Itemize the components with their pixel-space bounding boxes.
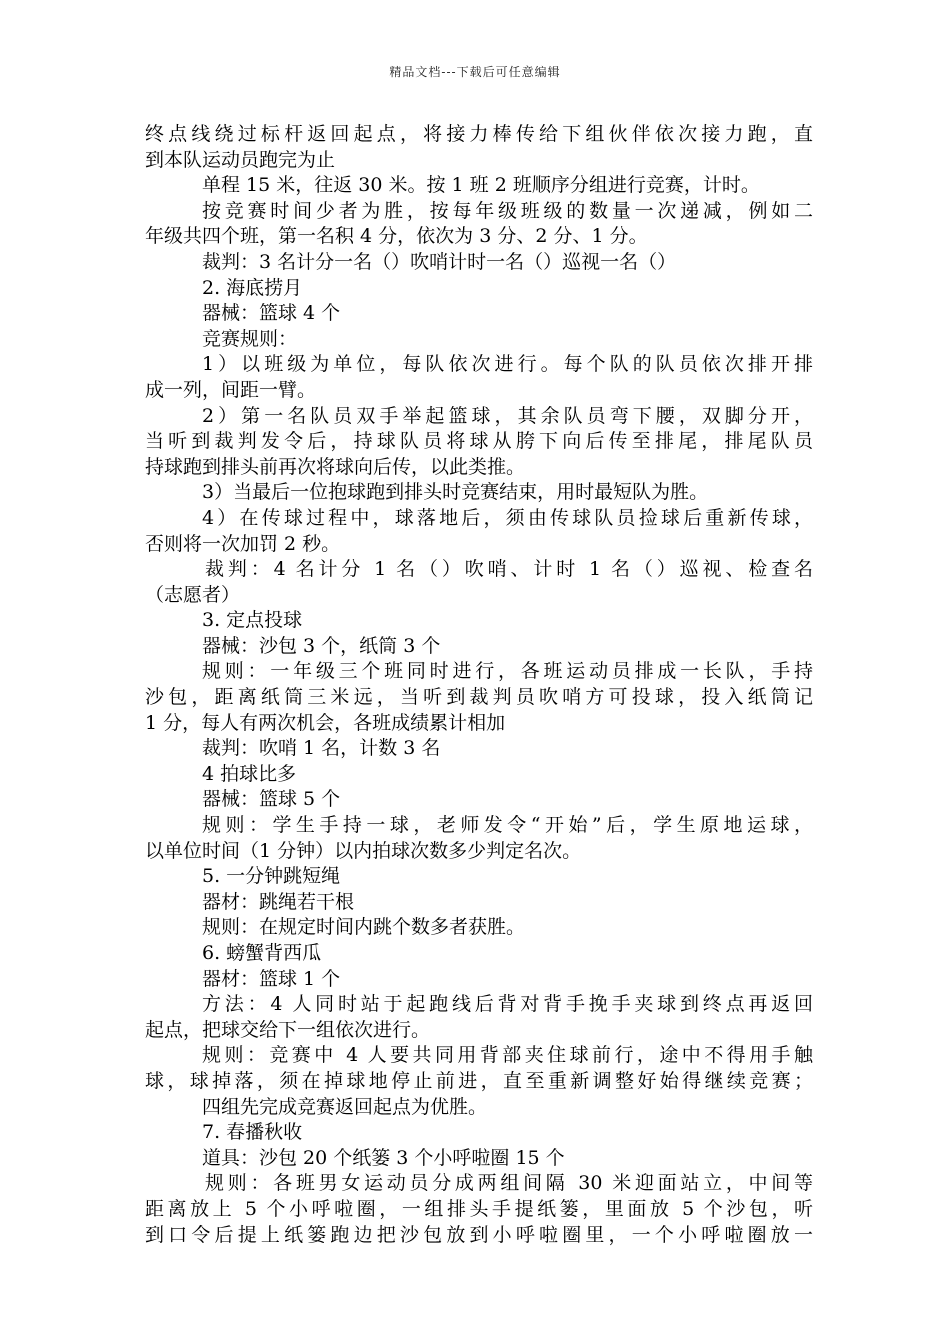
text-line: 3. 定点投球 — [202, 609, 303, 632]
text-line: 7. 春播秋收 — [202, 1121, 303, 1144]
text-line: 否则将一次加罚 2 秒。 — [145, 532, 341, 555]
text-line: 2. 海底捞月 — [202, 276, 303, 299]
text-line: 器材：跳绳若干根 — [202, 890, 355, 913]
text-line: 规则：竞赛中 4 人要共同用背部夹住球前行，途中不得用手触 — [202, 1044, 813, 1067]
text-line: 四组先完成竞赛返回起点为优胜。 — [202, 1095, 488, 1118]
text-line: 规则：一年级三个班同时进行，各班运动员排成一长队，手持 — [202, 660, 813, 683]
text-line: 裁判：吹哨 1 名，计数 3 名 — [202, 737, 441, 760]
text-line: 4）在传球过程中，球落地后，须由传球队员捡球后重新传球， — [202, 506, 813, 529]
text-line: 3）当最后一位抱球跑到排头时竞赛结束，用时最短队为胜。 — [202, 481, 709, 504]
text-line: （志愿者） — [145, 583, 241, 606]
text-line: 裁判：4 名计分 1 名（）吹哨、计时 1 名（）巡视、检查名 — [205, 558, 813, 581]
text-line: 当听到裁判发令后，持球队员将球从胯下向后传至排尾，排尾队员 — [145, 430, 813, 453]
text-line: 以单位时间（1 分钟）以内拍球次数多少判定名次。 — [145, 839, 582, 862]
text-line: 持球跑到排头前再次将球向后传，以此类推。 — [145, 455, 526, 478]
text-line: 规则：在规定时间内跳个数多者获胜。 — [202, 916, 526, 939]
page-header: 精品文档---下载后可任意编辑 — [389, 65, 561, 79]
text-line: 器械：沙包 3 个，纸筒 3 个 — [202, 634, 441, 657]
text-line: 单程 15 米，往返 30 米。按 1 班 2 班顺序分组进行竞赛，计时。 — [202, 174, 760, 197]
text-line: 1）以班级为单位，每队依次进行。每个队的队员依次排开排 — [202, 353, 813, 376]
text-line: 距离放上 5 个小呼啦圈，一组排头手提纸篓，里面放 5 个沙包，听 — [145, 1197, 813, 1220]
text-line: 器械：篮球 5 个 — [202, 788, 341, 811]
text-line: 球，球掉落，须在掉球地停止前进，直至重新调整好始得继续竞赛； — [145, 1069, 813, 1092]
text-line: 按竞赛时间少者为胜，按每年级班级的数量一次递减，例如二 — [202, 199, 813, 222]
text-line: 成一列，间距一臂。 — [145, 378, 317, 401]
text-line: 终点线绕过标杆返回起点，将接力棒传给下组伙伴依次接力跑，直 — [145, 123, 813, 145]
text-line: 4 拍球比多 — [202, 762, 297, 785]
text-line: 年级共四个班，第一名积 4 分，依次为 3 分、2 分、1 分。 — [145, 225, 648, 248]
text-line: 方法：4 人同时站于起跑线后背对背手挽手夹球到终点再返回 — [202, 993, 813, 1016]
text-line: 裁判：3 名计分一名（）吹哨计时一名（）巡视一名（） — [202, 250, 677, 273]
text-line: 2）第一名队员双手举起篮球，其余队员弯下腰，双脚分开， — [202, 404, 813, 427]
text-line: 规则：各班男女运动员分成两组间隔 30 米迎面站立，中间等 — [205, 1172, 813, 1195]
text-line: 6. 螃蟹背西瓜 — [202, 942, 322, 964]
text-line: 到本队运动员跑完为止 — [145, 148, 336, 171]
text-line: 竞赛规则： — [202, 327, 298, 350]
text-line: 起点，把球交给下一组依次进行。 — [145, 1018, 431, 1041]
document-body — [145, 122, 813, 1248]
text-line: 规则：学生手持一球，老师发令“开始”后，学生原地运球， — [202, 814, 813, 837]
text-line: 道具：沙包 20 个纸篓 3 个小呼啦圈 15 个 — [202, 1146, 565, 1169]
text-line: 1 分，每人有两次机会，各班成绩累计相加 — [145, 711, 506, 734]
text-line: 器材：篮球 1 个 — [202, 967, 341, 990]
text-line: 5. 一分钟跳短绳 — [202, 865, 341, 888]
text-line: 器械：篮球 4 个 — [202, 302, 341, 325]
text-line: 到口令后提上纸篓跑边把沙包放到小呼啦圈里，一个小呼啦圈放一 — [145, 1223, 813, 1246]
text-line: 沙包，距离纸筒三米远，当听到裁判员吹哨方可投球，投入纸筒记 — [145, 686, 813, 709]
